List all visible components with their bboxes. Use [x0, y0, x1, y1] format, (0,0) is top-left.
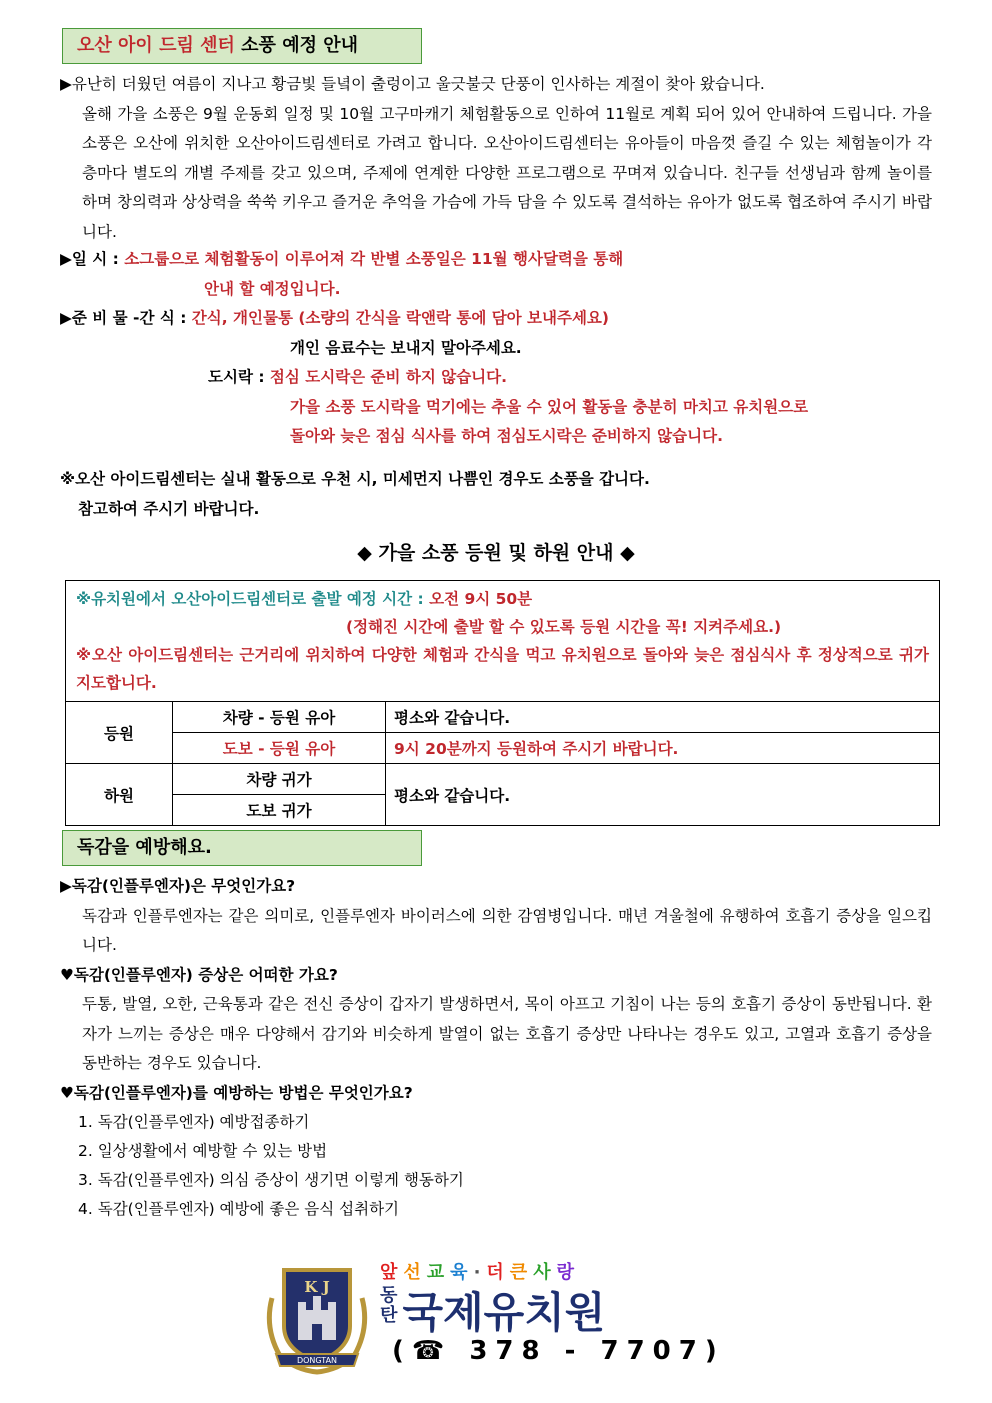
section-title-flu	[62, 830, 422, 866]
notice-2: ※오산 아이드림센터는 근거리에 위치하여 다양한 체험과 간식을 먹고 유치원으로 돌아와 늦은 점심식사 후 정상적으로 귀가 지도합니다.	[76, 646, 929, 692]
slogan-char: 큰	[509, 1262, 534, 1283]
name-prefix	[380, 1286, 397, 1326]
date-value-2: 안내 할 예정입니다.	[204, 279, 341, 298]
slogan-char: 랑	[556, 1262, 580, 1283]
arrival-bus: 차량 - 등원 유아	[173, 702, 386, 733]
rain-note	[60, 465, 932, 524]
flu-title: 독감을 예방해요.	[77, 837, 212, 858]
school-footer	[262, 1258, 725, 1378]
rain-note-1: ※오산 아이드림센터는 실내 활동으로 우천 시, 미세먼지 나쁨인 경우도 소풍을 갑니다.	[60, 470, 650, 488]
school-phone: (☎ 378 - 7707)	[392, 1336, 725, 1366]
title-highlight: 오산 아이 드림 센터	[77, 35, 235, 56]
schedule-title: ◆ 가을 소풍 등원 및 하원 안내 ◆	[357, 542, 635, 564]
prep-value-2: 개인 음료수는 보내지 말아주세요.	[290, 338, 522, 357]
intro-body: 올해 가을 소풍은 9월 운동회 일정 및 10월 고구마캐기 체험활동으로 인하여 11월로 계획 되어 있어 안내하여 드립니다. 가을 소풍은 오산에 위치한 오산아이드림센터로 가려고 합니다. 오산아이드림센터는 유아들이 마음껏 즐길 수 있는 체험놀이가 각 층마다 별도의 개별 주제를 갖고 있으며, 주제에 연계한 다양한 프로그램으로 꾸며져 있습니다. 친구들 선생님과 함께 놀이를 하며 창의력과 상상력을 쑥쑥 키우고 즐거운 추억을 가슴에 가득 담을 수 있도록 결석하는 유아가 없도록 협조하여 주시기 바랍니다.	[82, 104, 932, 241]
slogan-char: 더	[486, 1262, 510, 1283]
picnic-details	[60, 245, 932, 452]
table-row	[66, 702, 940, 733]
lunch-value-3: 돌아와 늦은 점심 식사를 하여 점심도시락은 준비하지 않습니다.	[290, 427, 723, 445]
list-item: 3. 독감(인플루엔자) 의심 증상이 생기면 이렇게 행동하기	[78, 1171, 464, 1189]
slogan-char: 선	[403, 1262, 427, 1283]
flu-tips-list	[78, 1108, 464, 1224]
lunch-value-2: 가을 소풍 도시락을 먹기에는 추울 수 있어 활동을 충분히 마치고 유치원으로	[290, 397, 809, 416]
flu-q2: ♥독감(인플루엔자) 증상은 어떠한 가요?	[60, 965, 338, 984]
arrival-walk-note: 9시 20분까지 등원하여 주시기 바랍니다.	[386, 733, 940, 764]
departure-walk: 도보 귀가	[173, 795, 386, 826]
school-crest-icon	[262, 1258, 372, 1376]
slogan-char: 앞	[380, 1262, 404, 1283]
lunch-label: 도시락 :	[208, 368, 270, 386]
picnic-intro	[60, 70, 932, 247]
list-item: 1. 독감(인플루엔자) 예방접종하기	[78, 1113, 310, 1131]
date-value-1: 소그룹으로 체험활동이 이루어져 각 반별 소풍일은 11월 행사달력을 통해	[124, 250, 624, 268]
section-title-picnic	[62, 28, 422, 64]
flu-a1: 독감과 인플루엔자는 같은 의미로, 인플루엔자 바이러스에 의한 감염병입니다. 매년 겨울철에 유행하여 호흡기 증상을 일으킵니다.	[82, 906, 932, 954]
arrival-bus-note: 평소와 같습니다.	[386, 702, 940, 733]
school-name-block	[380, 1280, 605, 1340]
flu-a2: 두통, 발열, 오한, 근육통과 같은 전신 증상이 갑자기 발생하면서, 목이 아프고 기침이 나는 등의 호흡기 증상이 동반됩니다. 환자가 느끼는 증상은 매우 다양해서 감기와 비슷하게 발열이 없는 호흡기 증상만 나타나는 경우도 있고, 고열과 호흡기 증상을 동반하는 경우도 있습니다.	[82, 995, 932, 1072]
table-row	[66, 764, 940, 795]
slogan-char: ·	[473, 1262, 487, 1283]
title-rest: 소풍 예정 안내	[234, 35, 359, 56]
bullet-marker: ▶	[60, 75, 72, 93]
departure-label: 하원	[66, 764, 173, 826]
list-item: 2. 일상생활에서 예방할 수 있는 방법	[78, 1142, 328, 1160]
departure-note: 평소와 같습니다.	[386, 764, 940, 826]
slogan-char: 육	[450, 1262, 474, 1283]
flu-content	[60, 872, 932, 1108]
prep-value-1: 간식, 개인물통 (소량의 간식을 락앤락 통에 담아 보내주세요)	[191, 309, 609, 327]
crest-letters: K J	[304, 1278, 330, 1296]
lunch-value-1: 점심 도시락은 준비 하지 않습니다.	[269, 368, 508, 386]
notice-1-prefix: ※유치원에서 오산아이드림센터로 출발 예정 시간 :	[76, 590, 430, 608]
table-row	[66, 733, 940, 764]
slogan-char: 교	[426, 1262, 451, 1283]
arrival-walk: 도보 - 등원 유아	[173, 733, 386, 764]
list-item: 4. 독감(인플루엔자) 예방에 좋은 음식 섭취하기	[78, 1200, 400, 1218]
notice-1-sub: (정해진 시간에 출발 할 수 있도록 등원 시간을 꼭! 지켜주세요.)	[346, 618, 782, 636]
crest-ribbon-text: DONGTAN	[296, 1356, 338, 1365]
departure-bus: 차량 귀가	[173, 764, 386, 795]
rain-note-2: 참고하여 주시기 바랍니다.	[78, 499, 260, 518]
flu-q3: ♥독감(인플루엔자)를 예방하는 방법은 무엇인가요?	[60, 1083, 413, 1102]
intro-first-line: 유난히 더웠던 여름이 지나고 황금빛 들녘이 출렁이고 울긋불긋 단풍이 인사하는 계절이 찾아 왔습니다.	[71, 75, 765, 93]
name-prefix-1: 동	[380, 1285, 398, 1306]
notice-cell	[66, 581, 940, 702]
notice-1-time: 오전 9시 50분	[429, 590, 533, 608]
slogan-char: 사	[533, 1262, 557, 1283]
school-name: 국제유치원	[402, 1288, 606, 1337]
notice-row	[66, 581, 940, 702]
prep-label: ▶준 비 물 -간 식 :	[60, 309, 192, 327]
schedule-table	[65, 580, 940, 826]
arrival-label: 등원	[66, 702, 173, 764]
name-prefix-2: 탄	[380, 1305, 398, 1326]
date-label: ▶일 시 :	[60, 250, 125, 268]
flu-q1: ▶독감(인플루엔자)은 무엇인가요?	[60, 877, 296, 895]
